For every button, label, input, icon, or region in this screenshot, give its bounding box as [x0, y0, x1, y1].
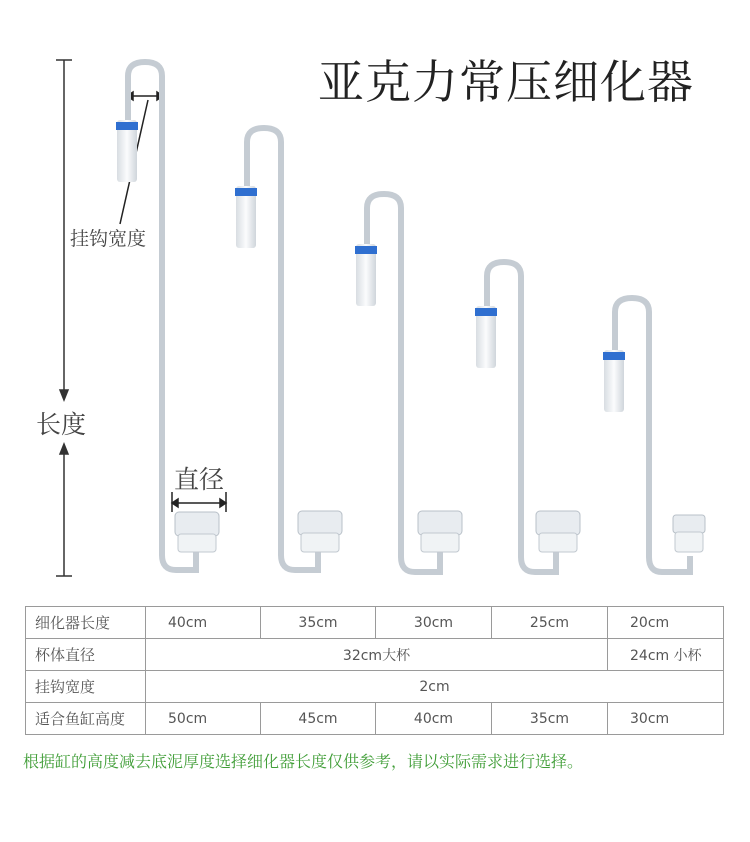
table-row [26, 703, 724, 735]
row-header: 挂钩宽度 [26, 671, 146, 703]
table-cell: 24cm 小杯 [608, 639, 724, 671]
table-cell: 35cm [492, 703, 608, 735]
row-header: 杯体直径 [26, 639, 146, 671]
table-row [26, 671, 724, 703]
length-dimension-line [56, 60, 72, 576]
table-cell: 40cm [376, 703, 492, 735]
diffuser-30cm [355, 194, 462, 572]
row-header: 适合鱼缸高度 [26, 703, 146, 735]
table-cell: 40cm [146, 607, 261, 639]
table-cell: 32cm大杯 [146, 639, 608, 671]
hook-width-label: 挂钩宽度 [70, 228, 147, 250]
diffuser-20cm [603, 298, 705, 572]
table-cell: 30cm [376, 607, 492, 639]
table-cell: 35cm [261, 607, 376, 639]
diffuser-25cm [475, 262, 580, 572]
table-row [26, 607, 724, 639]
table-row [26, 639, 724, 671]
length-label: 长度 [36, 410, 87, 439]
table-cell: 30cm [608, 703, 724, 735]
spec-table [25, 606, 724, 735]
table-cell: 50cm [146, 703, 261, 735]
table-cell: 25cm [492, 607, 608, 639]
row-header: 细化器长度 [26, 607, 146, 639]
reference-note: 根据缸的高度减去底泥厚度选择细化器长度仅供参考，请以实际需求进行选择。 [23, 752, 584, 771]
table-cell: 2cm [146, 671, 724, 703]
table-cell: 20cm [608, 607, 724, 639]
page-title: 亚克力常压细化器 [318, 55, 694, 109]
diffuser-35cm [235, 128, 342, 570]
diameter-label: 直径 [174, 465, 225, 494]
table-cell: 45cm [261, 703, 376, 735]
